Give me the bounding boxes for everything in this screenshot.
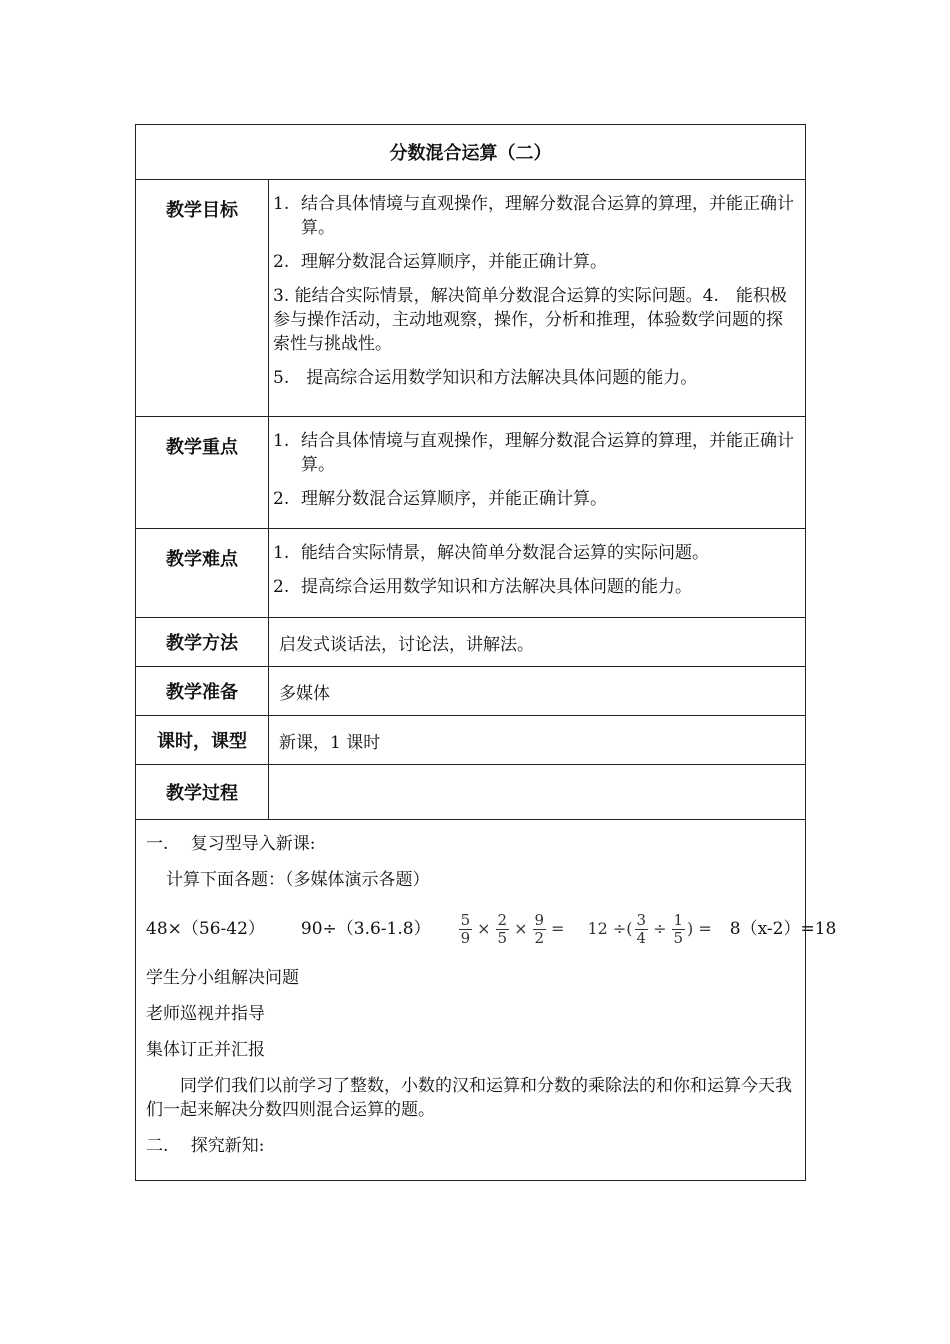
lesson-plan-table — [135, 124, 837, 1181]
equals-sign: = — [551, 919, 565, 938]
objectives-content — [269, 180, 806, 417]
item-number: 2. — [273, 489, 290, 509]
objectives-row — [136, 180, 806, 417]
process-line-1: 学生分小组解决问题 — [146, 968, 299, 988]
key-points-label: 教学重点 — [136, 417, 269, 529]
lesson-type-value: 新课，1 课时 — [269, 716, 806, 765]
objective-item-2 — [273, 250, 799, 274]
exercise-intro: 计算下面各题：（多媒体演示各题） — [166, 870, 430, 890]
denominator: 5 — [497, 928, 508, 947]
preparation-label: 教学准备 — [136, 667, 269, 716]
numerator: 1 — [673, 910, 684, 929]
section-2-heading: 二. 探究新知: — [146, 1136, 265, 1156]
process-content — [136, 820, 837, 1181]
denominator: 4 — [636, 928, 647, 947]
operator: × — [514, 919, 528, 938]
key-points-row — [136, 417, 806, 529]
fraction — [533, 912, 547, 947]
preparation-value: 多媒体 — [269, 667, 806, 716]
process-header-empty — [269, 765, 806, 820]
title-row — [136, 125, 806, 180]
objective-item-3-4: 3. 能结合实际情景，解决简单分数混合运算的实际问题。4. 能积极参与操作活动，主动地观察，操作，分析和推理，体验数学问题的探索性与挑战性。 — [273, 286, 787, 354]
fraction — [672, 912, 686, 947]
numerator: 9 — [534, 910, 545, 929]
item-text: 结合具体情境与直观操作，理解分数混合运算的算理，并能正确计算。 — [301, 194, 794, 238]
key-points-content — [269, 417, 806, 529]
equation-5: 8（x-2）=18 — [729, 919, 837, 939]
difficulties-row — [136, 529, 806, 618]
section-1-heading: 一. 复习型导入新课: — [146, 834, 316, 854]
page-title: 分数混合运算（二） — [136, 125, 806, 180]
process-line-3: 集体订正并汇报 — [146, 1040, 265, 1060]
method-value: 启发式谈话法，讨论法，讲解法。 — [269, 618, 806, 667]
method-row — [136, 618, 806, 667]
key-point-item-2 — [273, 487, 799, 511]
numerator: 5 — [460, 910, 471, 929]
difficulty-item-2 — [273, 575, 799, 599]
denominator: 2 — [534, 928, 545, 947]
item-text: 能结合实际情景，解决简单分数混合运算的实际问题。 — [301, 543, 709, 563]
objective-item-1 — [273, 192, 799, 240]
item-number: 1. — [273, 431, 290, 451]
lesson-type-row — [136, 716, 806, 765]
equation-1: 48×（56-42） — [146, 919, 265, 939]
method-label: 教学方法 — [136, 618, 269, 667]
item-number: 2. — [273, 577, 290, 597]
denominator: 9 — [460, 928, 471, 947]
item-number: 1. — [273, 194, 290, 214]
denominator: 5 — [673, 928, 684, 947]
equation-2: 90÷（3.6-1.8） — [300, 919, 431, 939]
operator: × — [477, 919, 491, 938]
expression-prefix: 12 ÷( — [587, 919, 633, 938]
key-point-item-1 — [273, 429, 799, 477]
item-number: 2. — [273, 252, 290, 272]
numerator: 3 — [636, 910, 647, 929]
numerator: 2 — [497, 910, 508, 929]
fraction — [635, 912, 649, 947]
equation-3 — [457, 912, 568, 947]
process-row — [136, 820, 806, 1181]
difficulty-item-1 — [273, 541, 799, 565]
process-label: 教学过程 — [136, 765, 269, 820]
objective-item-5: 5. 提高综合运用数学知识和方法解决具体问题的能力。 — [273, 368, 698, 388]
process-paragraph: 同学们我们以前学习了整数，小数的汉和运算和分数的乘除法的和你和运算今天我们一起来解决分数四则混合运算的题。 — [146, 1076, 792, 1120]
expression-suffix: ) = — [687, 919, 712, 938]
objectives-label: 教学目标 — [136, 180, 269, 417]
process-header-row — [136, 765, 806, 820]
lesson-plan-sheet — [135, 124, 837, 1181]
item-text: 提高综合运用数学知识和方法解决具体问题的能力。 — [301, 577, 692, 597]
item-text: 结合具体情境与直观操作，理解分数混合运算的算理，并能正确计算。 — [301, 431, 794, 475]
equation-4 — [587, 912, 711, 947]
item-text: 理解分数混合运算顺序，并能正确计算。 — [301, 252, 607, 272]
item-text: 理解分数混合运算顺序，并能正确计算。 — [301, 489, 607, 509]
exercise-equations — [146, 904, 837, 954]
operator: ÷ — [653, 919, 667, 938]
fraction — [459, 912, 473, 947]
difficulties-label: 教学难点 — [136, 529, 269, 618]
lesson-type-label: 课时，课型 — [136, 716, 269, 765]
fraction — [496, 912, 510, 947]
item-number: 1. — [273, 543, 290, 563]
difficulties-content — [269, 529, 806, 618]
preparation-row — [136, 667, 806, 716]
process-line-2: 老师巡视并指导 — [146, 1004, 265, 1024]
